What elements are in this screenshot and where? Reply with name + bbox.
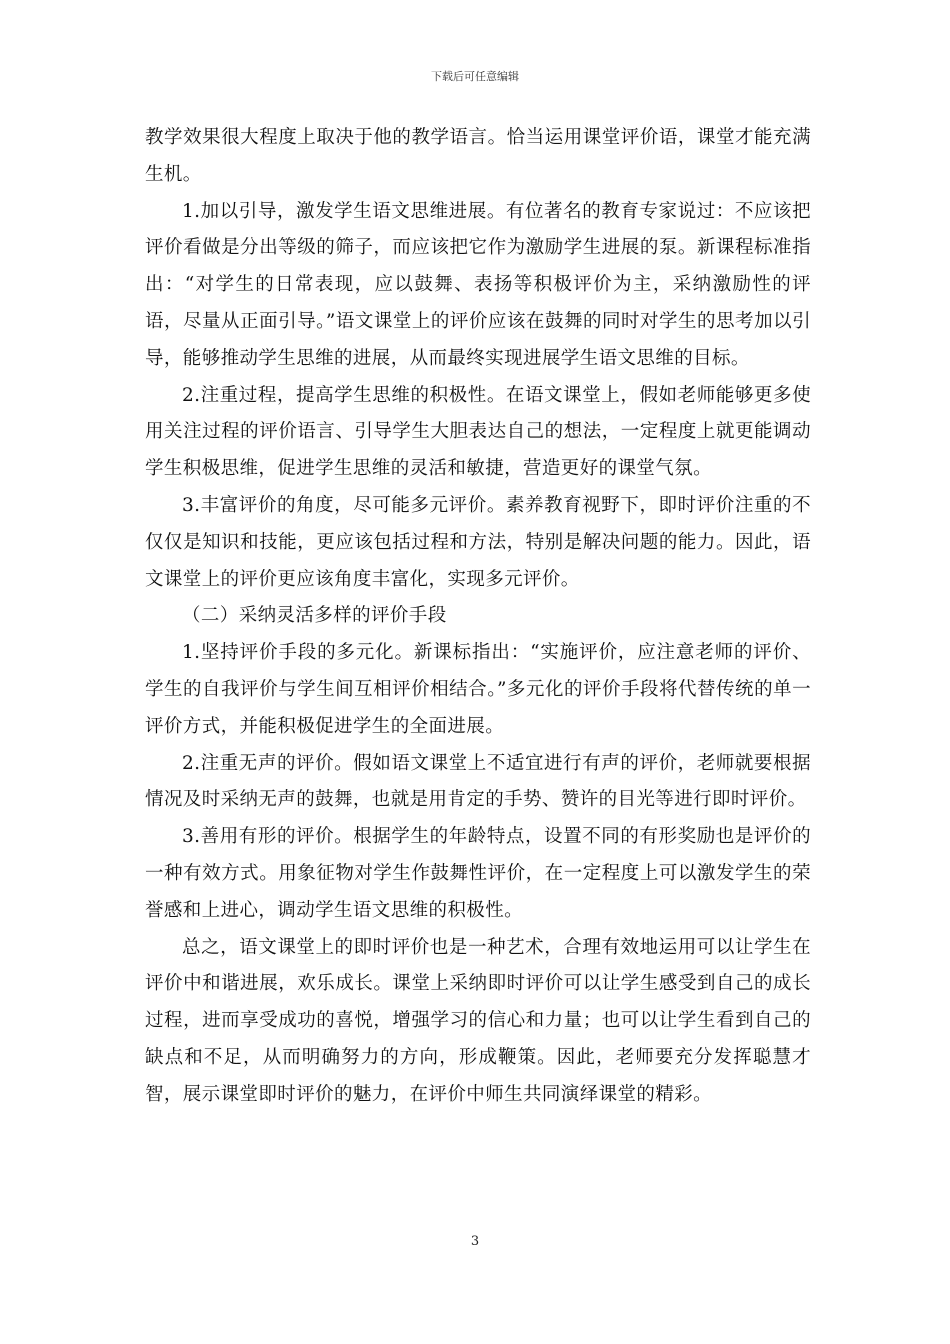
- paragraph-silent-evaluation: 2.注重无声的评价。假如语文课堂上不适宜进行有声的评价，老师就要根据情况及时采纳无声的鼓舞，也就是用肯定的手势、赞许的目光等进行即时评价。: [145, 752, 811, 811]
- page-header: 下载后可任意编辑: [431, 70, 519, 83]
- page-number: 3: [470, 1234, 480, 1249]
- paragraph-diverse-angles: 3.丰富评价的角度，尽可能多元评价。素养教育视野下，即时评价注重的不仅仅是知识和技能，更应该包括过程和方法，特别是解决问题的能力。因此，语文课堂上的评价更应该角度丰富化，实现多元评价。: [145, 494, 811, 590]
- paragraph-process: 2.注重过程，提高学生思维的积极性。在语文课堂上，假如老师能够更多使用关注过程的评价语言、引导学生大胆表达自己的想法，一定程度上就更能调动学生积极思维，促进学生思维的灵活和敏捷，营造更好的课堂气氛。: [145, 384, 811, 480]
- paragraph-tangible-evaluation: 3.善用有形的评价。根据学生的年龄特点，设置不同的有形奖励也是评价的一种有效方式。用象征物对学生作鼓舞性评价，在一定程度上可以激发学生的荣誉感和上进心，调动学生语文思维的积极性。: [145, 826, 811, 921]
- paragraph-continuation: 教学效果很大程度上取决于他的教学语言。恰当运用课堂评价语，课堂才能充满生机。: [145, 127, 811, 185]
- document-body: [145, 120, 811, 1114]
- paragraph-guidance: 1.加以引导，激发学生语文思维进展。有位著名的教育专家说过：不应该把评价看做是分出等级的筛子，而应该把它作为激励学生进展的泵。新课程标准指出：“对学生的日常表现，应以鼓舞、表扬等积极评价为主，采纳激励性的评语，尽量从正面引导。”语文课堂上的评价应该在鼓舞的同时对学生的思考加以引导，能够推动学生思维的进展，从而最终实现进展学生语文思维的目标。: [145, 200, 811, 369]
- paragraph-diversified-means: 1.坚持评价手段的多元化。新课标指出：“实施评价，应注意老师的评价、学生的自我评价与学生间互相评价相结合。”多元化的评价手段将代替传统的单一评价方式，并能积极促进学生的全面进展。: [145, 642, 811, 737]
- paragraph-conclusion: 总之，语文课堂上的即时评价也是一种艺术，合理有效地运用可以让学生在评价中和谐进展，欢乐成长。课堂上采纳即时评价可以让学生感受到自己的成长过程，进而享受成功的喜悦，增强学习的信心和力量；也可以让学生看到自己的缺点和不足，从而明确努力的方向，形成鞭策。因此，老师要充分发挥聪慧才智，展示课堂即时评价的魅力，在评价中师生共同演绎课堂的精彩。: [145, 936, 811, 1105]
- section-heading: （二）采纳灵活多样的评价手段: [182, 605, 447, 627]
